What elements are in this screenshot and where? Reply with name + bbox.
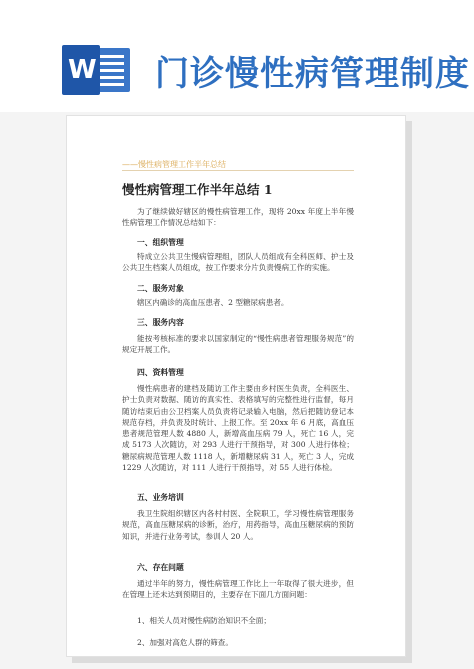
list-item: 2、加强对高危人群的筛查。 — [137, 638, 233, 647]
intro-paragraph: 为了继续做好辖区的慢性病管理工作，现将 20xx 年度上半年慢性病管理工作情况总结如下： — [122, 207, 354, 228]
banner-title: 门诊慢性病管理制度 — [155, 54, 470, 94]
document-page — [66, 115, 406, 657]
header-divider — [122, 170, 354, 171]
section-paragraph: 能按考核标准的要求以国家制定的“慢性病患者管理服务规范”的规定开展工作。 — [122, 334, 354, 355]
section-paragraph: 通过半年的努力，慢性病管理工作比上一年取得了很大进步，但在管理上还未达到预期目的，主要存在下面几方面问题： — [122, 579, 354, 600]
list-item: 1、相关人员对慢性病防治知识不全面； — [137, 616, 271, 625]
section-heading: 二、服务对象 — [137, 284, 184, 293]
section-heading: 六、存在问题 — [137, 563, 184, 572]
document-title: 慢性病管理工作半年总结 1 — [122, 182, 273, 197]
section-paragraph: 特成立公共卫生慢病管理组，团队人员组成有全科医师、护士及公共卫生档案人员组成，按工作要求分片负责慢病工作的实施。 — [122, 252, 354, 273]
section-heading: 一、组织管理 — [137, 238, 184, 247]
section-heading: 五、业务培训 — [137, 493, 184, 502]
section-paragraph: 慢性病患者的建档及随访工作主要由乡村医生负责，全科医生、护士负责对数据、随访的真实性、表格填写的完整性进行监督，每月随访结束后由公卫档案人员负责将记录输入电脑，然后把随访登记本规范存档，并负责及时统计、上报工作。至 20xx 年 6 月底，高血压患者规范管理人数 4880 人，新增高血压病 79 人，死亡 16 人，完成 5173 人次随访，对 293 人进行干预指导，对 300 人进行体检；糖尿病规范管理人数 1118 人，新增糖尿病 31 人，死亡 3 人，完成 1229 人次随访，对 111 人进行干预指导，对 55 人进行体检。 — [122, 384, 354, 473]
word-icon-letter: W — [68, 55, 97, 85]
document-header-text: ——慢性病管理工作半年总结 — [122, 160, 226, 169]
section-paragraph: 我卫生院组织辖区内各村村医、全院职工，学习慢性病管理服务规范，高血压糖尿病的诊断，治疗，用药指导，高血压糖尿病的预防知识，并进行业务考试，参训人 20 人。 — [122, 509, 354, 541]
document-preview — [66, 115, 414, 663]
section-paragraph: 辖区内确诊的高血压患者、2 型糖尿病患者。 — [137, 298, 289, 307]
section-heading: 三、服务内容 — [137, 318, 184, 327]
banner — [0, 0, 474, 112]
section-heading: 四、资料管理 — [137, 368, 184, 377]
